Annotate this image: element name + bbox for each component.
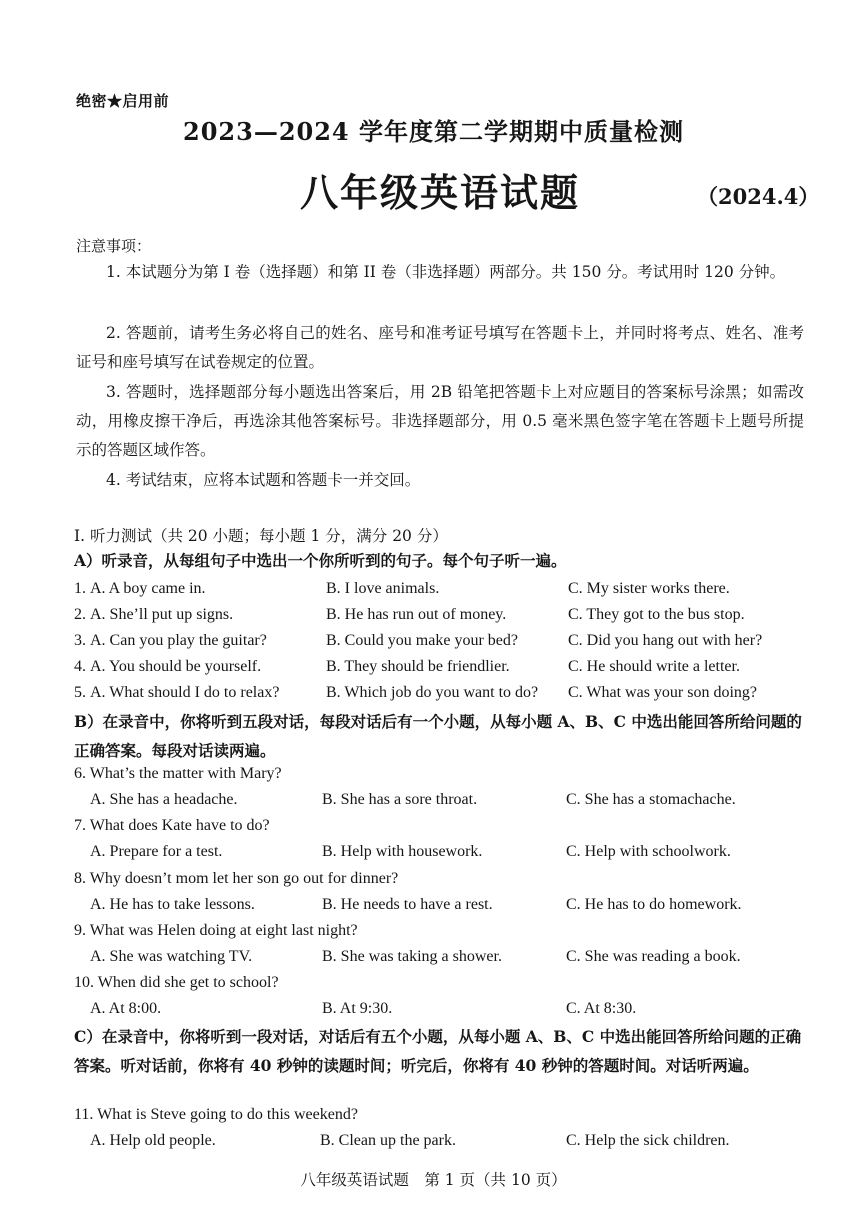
question-8-option-c: C. He has to do homework. <box>566 896 742 913</box>
question-10-option-c: C. At 8:30. <box>566 1000 637 1017</box>
question-10-option-b: B. At 9:30. <box>322 1000 393 1017</box>
question-9-option-a: A. She was watching TV. <box>90 948 253 965</box>
question-1-option-a: A. A boy came in. <box>90 580 206 597</box>
section-title: Ⅰ. 听力测试（共 20 小题；每小题 1 分，满分 20 分） <box>74 527 448 545</box>
part-b-instructions: B）在录音中，你将听到五段对话，每段对话后有一个小题，从每小题 A、B、C 中选出能回答所给问题的正确答案。每段对话读两遍。 <box>74 712 802 760</box>
question-3-num: 3. <box>74 632 86 649</box>
question-1-option-b: B. I love animals. <box>326 580 440 597</box>
question-2-option-a: A. She’ll put up signs. <box>90 606 234 623</box>
question-1-num: 1. <box>74 580 86 597</box>
exam-date: （2024.4） <box>697 184 820 209</box>
confidential-mark: 绝密★启用前 <box>76 92 170 110</box>
notice-item-1: 1. 本试题分为第 I 卷（选择题）和第 II 卷（非选择题）两部分。共 150 分。考试用时 120 分钟。 <box>106 263 786 281</box>
question-11-option-b: B. Clean up the park. <box>320 1132 456 1149</box>
question-8-option-b: B. He needs to have a rest. <box>322 896 493 913</box>
question-3-option-a: A. Can you play the guitar? <box>90 632 267 649</box>
question-4-option-c: C. He should write a letter. <box>568 658 740 675</box>
question-4-num: 4. <box>74 658 86 675</box>
question-6-stem: 6. What’s the matter with Mary? <box>74 765 282 782</box>
question-11-option-a: A. Help old people. <box>90 1132 216 1149</box>
question-2-num: 2. <box>74 606 86 623</box>
notice-label: 注意事项： <box>76 237 152 255</box>
question-2-option-c: C. They got to the bus stop. <box>568 606 745 623</box>
question-9-option-c: C. She was reading a book. <box>566 948 741 965</box>
question-7-option-a: A. Prepare for a test. <box>90 843 223 860</box>
question-6-option-a: A. She has a headache. <box>90 791 238 808</box>
question-10-stem: 10. When did she get to school? <box>74 974 279 991</box>
part-c-instructions: C）在录音中，你将听到一段对话，对话后有五个小题，从每小题 A、B、C 中选出能回答所给问题的正确答案。听对话前，你将有 40 秒钟的读题时间；听完后，你将有 40 秒钟的答题时间。对话听两遍。 <box>74 1027 802 1075</box>
part-a-instructions: A）听录音，从每组句子中选出一个你所听到的句子。每个句子听一遍。 <box>74 551 567 570</box>
question-9-stem: 9. What was Helen doing at eight last night? <box>74 922 358 939</box>
question-4-option-b: B. They should be friendlier. <box>326 658 510 675</box>
question-4-option-a: A. You should be yourself. <box>90 658 262 675</box>
question-1-option-c: C. My sister works there. <box>568 580 730 597</box>
question-7-option-b: B. Help with housework. <box>322 843 483 860</box>
question-6-option-b: B. She has a sore throat. <box>322 791 478 808</box>
question-6-option-c: C. She has a stomachache. <box>566 791 736 808</box>
question-3-option-b: B. Could you make your bed? <box>326 632 518 649</box>
question-5-option-b: B. Which job do you want to do? <box>326 684 539 701</box>
question-7-stem: 7. What does Kate have to do? <box>74 817 270 834</box>
notice-item-4: 4. 考试结束，应将本试题和答题卡一并交回。 <box>106 471 421 489</box>
page-footer: 八年级英语试题 第 1 页（共 10 页） <box>300 1171 567 1189</box>
question-8-option-a: A. He has to take lessons. <box>90 896 255 913</box>
question-11-option-c: C. Help the sick children. <box>566 1132 730 1149</box>
question-3-option-c: C. Did you hang out with her? <box>568 632 763 649</box>
subject-title: 八年级英语试题 <box>300 171 581 215</box>
question-7-option-c: C. Help with schoolwork. <box>566 843 731 860</box>
question-8-stem: 8. Why doesn’t mom let her son go out for dinner? <box>74 870 399 887</box>
exam-title: 2023—2024 学年度第二学期期中质量检测 <box>183 117 684 146</box>
question-2-option-b: B. He has run out of money. <box>326 606 507 623</box>
question-5-num: 5. <box>74 684 86 701</box>
question-11-stem: 11. What is Steve going to do this weekend? <box>74 1106 358 1123</box>
notice-item-3: 3. 答题时，选择题部分每小题选出答案后，用 2B 铅笔把答题卡上对应题目的答案标号涂黑；如需改动，用橡皮擦干净后，再选涂其他答案标号。非选择题部分，用 0.5 毫米黑色签字笔在答题卡上题号所提示的答题区域作答。 <box>76 383 804 459</box>
question-10-option-a: A. At 8:00. <box>90 1000 162 1017</box>
notice-item-2: 2. 答题前，请考生务必将自己的姓名、座号和准考证号填写在答题卡上，并同时将考点、姓名、准考证号和座号填写在试卷规定的位置。 <box>76 324 804 371</box>
question-5-option-c: C. What was your son doing? <box>568 684 758 701</box>
question-9-option-b: B. She was taking a shower. <box>322 948 502 965</box>
question-5-option-a: A. What should I do to relax? <box>90 684 280 701</box>
